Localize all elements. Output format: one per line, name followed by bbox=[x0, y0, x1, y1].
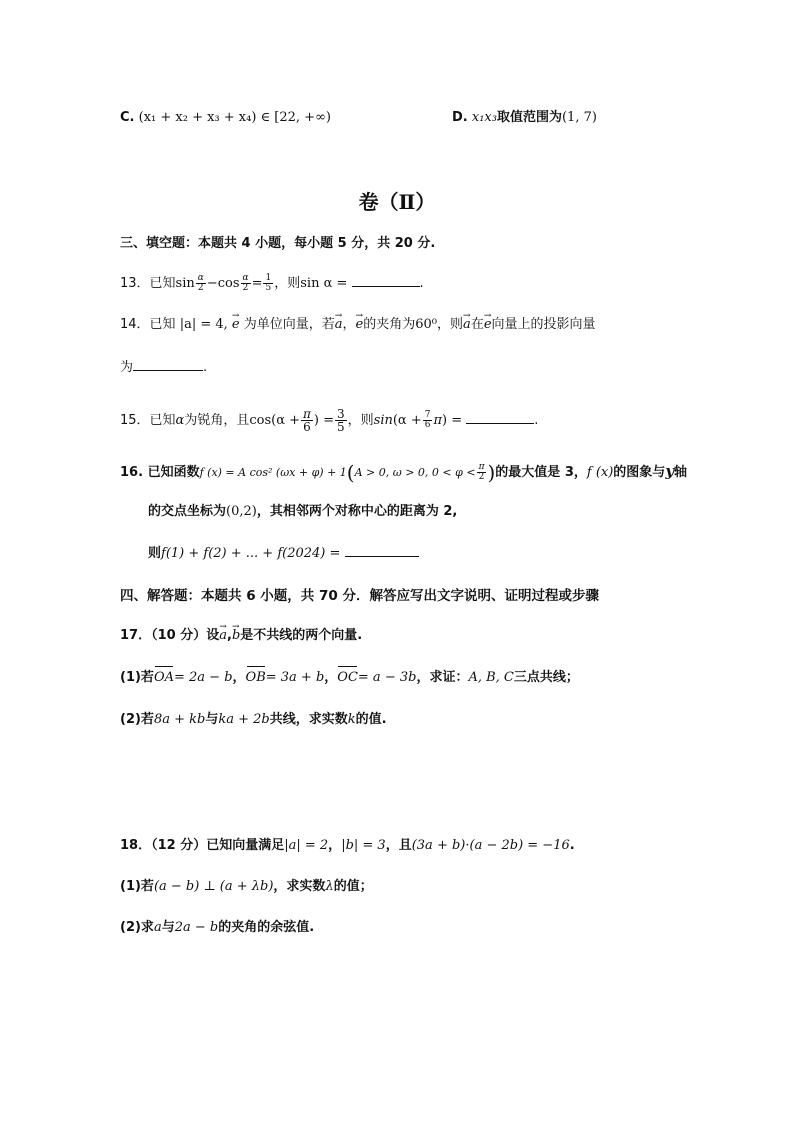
question-17-part2 bbox=[120, 710, 387, 730]
q13-frac-15: $\frac{1}{5}$ bbox=[265, 273, 272, 293]
q17-head: 17．（10 分）设 bbox=[120, 628, 220, 643]
q16-t1: 已知函数 bbox=[147, 465, 200, 480]
option-d-text: 取值范围为 bbox=[496, 110, 562, 125]
q17-oa-rhs: = 2a − b bbox=[173, 670, 233, 685]
q16-t4: 轴 bbox=[674, 465, 688, 480]
option-c-expr: (x₁ + x₂ + x₃ + x₄) ∈ [22, +∞) bbox=[138, 110, 331, 125]
q14-end: . bbox=[203, 360, 208, 375]
q18-p1: (1)若 bbox=[120, 879, 154, 894]
q14-angle: 60⁰ bbox=[415, 317, 438, 332]
q17-e2: ka + 2b bbox=[218, 712, 270, 727]
q14-e2: → e bbox=[484, 315, 492, 335]
q17-e1: 8a + kb bbox=[153, 712, 206, 727]
q13-tail: ，则 bbox=[274, 276, 301, 291]
q16-t2: 的最大值是 3， bbox=[495, 465, 587, 480]
q15-cos: cos(α + bbox=[249, 413, 300, 428]
question-16: 16. 已知函数f (x) = A cos² (ωx + φ) + 1(A > 0, ω > 0, 0 < φ < $\frac{\pi}{2}$ )的最大值是 3，f (x)的图象与y轴 bbox=[120, 460, 688, 485]
q17-a: → a bbox=[219, 626, 227, 646]
q14-mag: |a| = 4, bbox=[179, 317, 228, 332]
q18-head: 18．（12 分）已知向量满足 bbox=[120, 838, 285, 853]
q14-e1: → e bbox=[356, 315, 364, 335]
q16-line3a: 则 bbox=[148, 546, 162, 561]
option-c-label: C. bbox=[120, 110, 135, 125]
section-4-heading: 四、解答题：本题共 6 小题，共 70 分．解答应写出文字说明、证明过程或步骤 bbox=[120, 588, 599, 604]
q17-abc: A, B, C bbox=[468, 670, 514, 685]
q18-a: a bbox=[153, 920, 162, 935]
q13-sin: sin bbox=[175, 276, 195, 291]
q16-t3: 的图象与 bbox=[613, 465, 666, 480]
q15-answer-blank[interactable] bbox=[466, 411, 534, 424]
q15-number: 15．已知 bbox=[120, 413, 176, 428]
q13-cos: −cos bbox=[206, 276, 240, 291]
question-18-part2 bbox=[120, 918, 314, 938]
q14-sep: ， bbox=[342, 317, 356, 332]
q17-p1: (1)若 bbox=[120, 670, 154, 685]
q13-answer-blank[interactable] bbox=[352, 274, 420, 287]
q18-mag-a: |a| = 2 bbox=[284, 838, 329, 853]
question-16-line2 bbox=[148, 502, 457, 522]
q15-frac-pi6: $\frac{\pi}{6}$ bbox=[303, 407, 311, 434]
q18-mag-b: |b| = 3 bbox=[341, 838, 386, 853]
q18-e2: 2a − b bbox=[174, 920, 219, 935]
q16-answer-blank[interactable] bbox=[345, 544, 419, 557]
q18-p2: (2)求 bbox=[120, 920, 154, 935]
q17-comma: , bbox=[226, 628, 232, 643]
q14-t5: 向量上的投影向量 bbox=[491, 317, 596, 332]
q14-e: → e bbox=[232, 315, 240, 335]
q17-ob: OB bbox=[246, 668, 266, 688]
q18-p1-end: 的值； bbox=[333, 879, 373, 894]
question-16-line3 bbox=[148, 544, 419, 564]
question-13 bbox=[120, 274, 424, 294]
q15-close: ) = bbox=[313, 413, 334, 428]
option-d-var: x₁x₃ bbox=[471, 110, 497, 125]
q16-function: f (x) = A cos² (ωx + φ) + 1 bbox=[199, 466, 347, 479]
option-d bbox=[452, 108, 597, 128]
q17-p2-end: 的值. bbox=[355, 712, 387, 727]
section-3-heading: 三、填空题：本题共 4 小题，每小题 5 分，共 20 分. bbox=[120, 236, 436, 251]
question-14-cont bbox=[120, 358, 207, 378]
question-15 bbox=[120, 408, 538, 433]
option-c bbox=[120, 108, 331, 128]
q18-end: . bbox=[569, 838, 575, 853]
q17-b: → b bbox=[232, 626, 240, 646]
q17-p2-tail: 共线，求实数 bbox=[269, 712, 348, 727]
q17-oc: OC bbox=[337, 668, 358, 688]
q15-paren-b: ) bbox=[442, 413, 448, 428]
q14-t1: 为单位向量，若 bbox=[243, 317, 335, 332]
q13-target: sin α = bbox=[300, 276, 348, 291]
q15-t2: ，则 bbox=[347, 413, 374, 428]
q14-t2: 的夹角为 bbox=[363, 317, 416, 332]
q16-frac-pi2: $\frac{\pi}{2}$ bbox=[478, 462, 485, 482]
section-title: 卷（Ⅱ） bbox=[358, 190, 436, 214]
option-d-range: (1, 7) bbox=[561, 110, 597, 125]
q15-paren-a: (α + bbox=[392, 413, 422, 428]
q18-perp: (a − b) ⊥ (a + λb) bbox=[153, 879, 274, 894]
q18-t1: ，且 bbox=[385, 838, 412, 853]
q16-condition: A > 0, ω > 0, 0 < φ < bbox=[354, 466, 476, 479]
q13-number: 13．已知 bbox=[120, 276, 176, 291]
q16-number: 16. bbox=[120, 465, 144, 480]
q18-p2-end: 的夹角的余弦值. bbox=[218, 920, 315, 935]
q16-line2b: ，其相邻两个对称中心的距离为 2, bbox=[256, 504, 458, 519]
q16-sum: f(1) + f(2) + ... + f(2024) = bbox=[161, 546, 341, 561]
question-14 bbox=[120, 315, 596, 335]
q13-frac-a2: $\frac{\alpha}{2}$ bbox=[242, 273, 249, 293]
q13-eq: = bbox=[251, 276, 263, 291]
q16-fx: f (x) bbox=[586, 465, 614, 480]
q15-end: . bbox=[534, 413, 539, 428]
q15-t1: 为锐角，且 bbox=[184, 413, 250, 428]
q15-sin: sin bbox=[373, 413, 393, 428]
q14-number: 14．已知 bbox=[120, 317, 176, 332]
q17-p1-tail: ，求证： bbox=[416, 670, 469, 685]
q18-expr: (3a + b)·(a − 2b) = −16 bbox=[411, 838, 570, 853]
q13-end: . bbox=[419, 276, 424, 291]
q17-ob-rhs: = 3a + b bbox=[265, 670, 325, 685]
q17-oa: OA bbox=[154, 668, 174, 688]
q16-line2a: 的交点坐标为 bbox=[148, 504, 227, 519]
option-d-label: D. bbox=[452, 110, 468, 125]
q15-alpha: α bbox=[175, 413, 185, 428]
q18-lambda: λ bbox=[325, 879, 334, 894]
q14-a1: → a bbox=[335, 315, 343, 335]
question-17-part1: (1)若OA= 2a − b，OB= 3a + b，OC= a − 3b，求证：A, B, C三点共线； bbox=[120, 668, 579, 688]
q15-eq: = bbox=[451, 413, 463, 428]
q14-a2: → a bbox=[463, 315, 471, 335]
q16-y: y bbox=[665, 462, 675, 480]
q13-frac-a1: $\frac{\alpha}{2}$ bbox=[197, 273, 204, 293]
question-18 bbox=[120, 836, 575, 856]
q18-sep: ， bbox=[328, 838, 342, 853]
q17-and: 与 bbox=[205, 712, 219, 727]
question-17 bbox=[120, 626, 362, 646]
q14-t4: 在 bbox=[470, 317, 484, 332]
q17-p1-end: 三点共线； bbox=[513, 670, 579, 685]
q17-p2: (2)若 bbox=[120, 712, 154, 727]
q14-answer-blank[interactable] bbox=[133, 358, 203, 371]
q15-pi: π bbox=[433, 413, 443, 428]
q17-oc-rhs: = a − 3b bbox=[357, 670, 417, 685]
q17-k: k bbox=[347, 712, 356, 727]
question-18-part1 bbox=[120, 877, 373, 897]
q15-frac-76: $\frac{7}{6}$ bbox=[424, 410, 431, 430]
q18-p1-tail: ，求实数 bbox=[273, 879, 326, 894]
q15-frac-35: $\frac{3}{5}$ bbox=[337, 407, 345, 434]
q14-t3: ，则 bbox=[437, 317, 464, 332]
q14-line2: 为 bbox=[120, 360, 134, 375]
q17-tail: 是不共线的两个向量. bbox=[240, 628, 363, 643]
q18-and: 与 bbox=[161, 920, 175, 935]
q16-point: (0,2) bbox=[226, 504, 257, 519]
